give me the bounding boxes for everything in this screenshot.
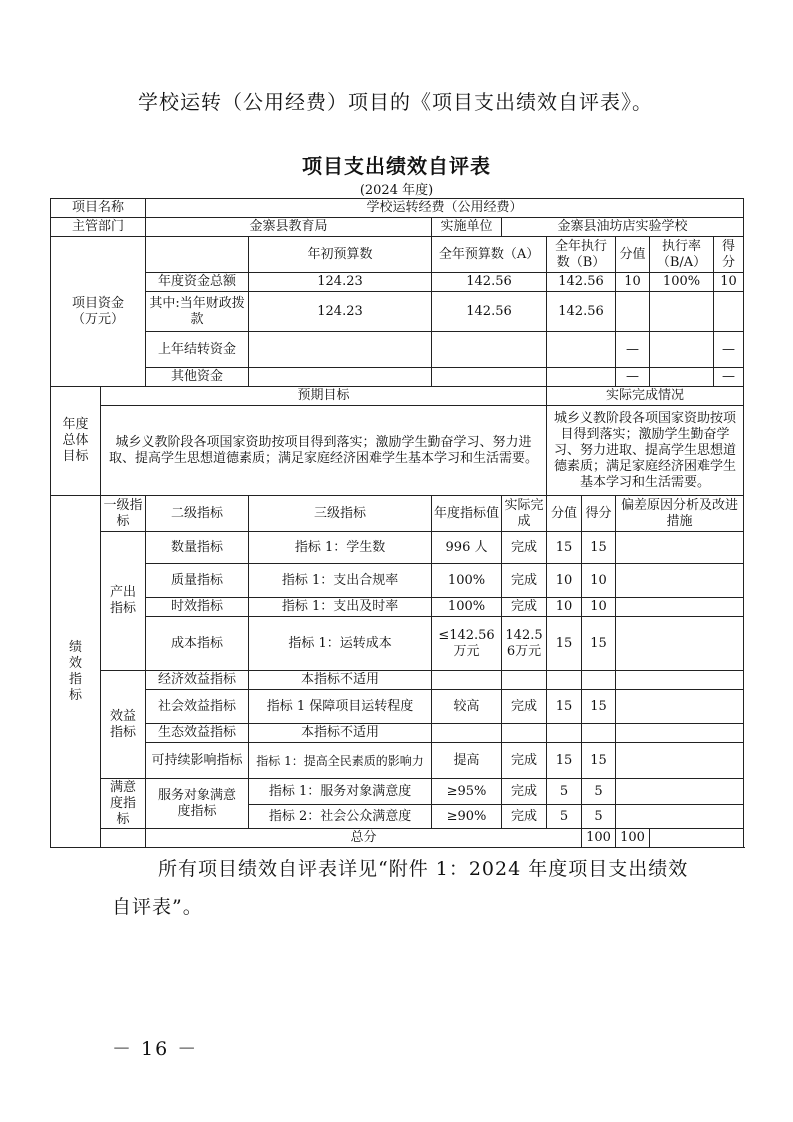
- summary-text: 所有项目绩效自评表详见“附件 1：2024 年度项目支出绩效自评表”。: [112, 858, 689, 918]
- funds-value: [616, 292, 650, 332]
- funds-row-label: 年度资金总额: [146, 273, 249, 292]
- indicator-target: ≥95%: [432, 779, 502, 805]
- indicator-score: [582, 671, 616, 690]
- indicator-score: 15: [582, 532, 616, 564]
- satisfaction-group-label: 满意度指标: [101, 779, 146, 829]
- table-subtitle: (2024 年度): [359, 183, 434, 198]
- executed-header: 全年执行数（B）: [547, 237, 616, 273]
- indicator-level2: 时效指标: [146, 598, 249, 617]
- indicator-target: ≥90%: [432, 805, 502, 829]
- indicator-level2: 经济效益指标: [146, 671, 249, 690]
- indicator-level2: 社会效益指标: [146, 690, 249, 724]
- indicator-remark: [616, 779, 744, 805]
- total-label: 总分: [146, 829, 582, 848]
- actual-goal-text: 城乡义教阶段各项国家资助按项目得到落实；激励学生勤奋学习、努力进取、提高学生思想道德素质；满足家庭经济困难学生基本学习和生活需要。: [547, 406, 744, 496]
- funds-initial: 124.23: [249, 273, 432, 292]
- indicator-target: 100%: [432, 598, 502, 617]
- intro-text: 学校运转（公用经费）项目的《项目支出绩效自评表》。: [138, 90, 653, 114]
- indicator-level2: 质量指标: [146, 564, 249, 598]
- indicator-level2: 可持续影响指标: [146, 743, 249, 779]
- indicator-remark: [616, 724, 744, 743]
- project-name-row: [51, 199, 744, 218]
- indicator-level3: 本指标不适用: [249, 671, 432, 690]
- funds-rate: [650, 332, 714, 368]
- indicator-level3: 指标 2：社会公众满意度: [249, 805, 432, 829]
- indicator-level3: 指标 1：提高全民素质的影响力: [249, 743, 432, 779]
- funds-rate: [650, 292, 714, 332]
- funds-value: —: [616, 368, 650, 387]
- indicator-value: 15: [547, 743, 582, 779]
- funds-executed: 142.56: [547, 292, 616, 332]
- initial-budget-header: 年初预算数: [249, 237, 432, 273]
- goals-header-row: [51, 387, 744, 406]
- indicator-value: 15: [547, 532, 582, 564]
- indicator-level3: 本指标不适用: [249, 724, 432, 743]
- funds-score: [714, 292, 744, 332]
- funds-row-label: 其中:当年财政拨款: [146, 292, 249, 332]
- total-value: 100: [582, 829, 616, 848]
- funds-executed: [547, 368, 616, 387]
- unit-label: 实施单位: [432, 218, 502, 237]
- indicator-target: 较高: [432, 690, 502, 724]
- indicator-actual: [502, 724, 547, 743]
- funds-row: [51, 292, 744, 332]
- indicator-score: 15: [582, 690, 616, 724]
- indicator-row: [51, 743, 744, 779]
- funds-initial: [249, 332, 432, 368]
- funds-header-row: [51, 237, 744, 273]
- indicator-actual: 完成: [502, 564, 547, 598]
- indicator-score: 5: [582, 779, 616, 805]
- indicator-row: [51, 779, 744, 805]
- project-dept-row: [51, 218, 744, 237]
- indicator-remark: [616, 532, 744, 564]
- funds-rate: 100%: [650, 273, 714, 292]
- indicator-level3: 指标 1 保障项目运转程度: [249, 690, 432, 724]
- actual-header: 实际完成: [502, 496, 547, 532]
- indicator-value: 15: [547, 617, 582, 671]
- funds-value: —: [616, 332, 650, 368]
- indicator-actual: [502, 671, 547, 690]
- indicator-target: ≤142.56万元: [432, 617, 502, 671]
- indicator-score: 10: [582, 564, 616, 598]
- total-row: [51, 829, 744, 848]
- benefit-group-label: 效益指标: [101, 671, 146, 779]
- funds-annual: [432, 332, 547, 368]
- indicator-remark: [616, 598, 744, 617]
- indicator-level2: 成本指标: [146, 617, 249, 671]
- indicator-value: 5: [547, 779, 582, 805]
- indicator-level2: 服务对象满意度指标: [146, 779, 249, 829]
- indicator-actual: 完成: [502, 532, 547, 564]
- indicator-actual: 完成: [502, 779, 547, 805]
- funds-annual: [432, 368, 547, 387]
- indicator-score: 15: [582, 743, 616, 779]
- indicator-row: [51, 724, 744, 743]
- indicator-remark: [616, 690, 744, 724]
- unit-value: 金寨县油坊店实验学校: [502, 218, 744, 237]
- funds-row-label: 上年结转资金: [146, 332, 249, 368]
- indicator-value: 10: [547, 598, 582, 617]
- value-header: 分值: [547, 496, 582, 532]
- indicator-level2: 数量指标: [146, 532, 249, 564]
- indicator-target: 100%: [432, 564, 502, 598]
- annual-budget-header: 全年预算数（A）: [432, 237, 547, 273]
- funds-row: [51, 368, 744, 387]
- exec-rate-header: 执行率（B/A）: [650, 237, 714, 273]
- dept-value: 金寨县教育局: [146, 218, 432, 237]
- indicator-actual: 完成: [502, 743, 547, 779]
- indicator-level3: 指标 1：支出及时率: [249, 598, 432, 617]
- funds-initial: 124.23: [249, 292, 432, 332]
- project-name-value: 学校运转经费（公用经费）: [146, 199, 744, 218]
- level3-header: 三级指标: [249, 496, 432, 532]
- indicator-level3: 指标 1：运转成本: [249, 617, 432, 671]
- indicator-target: 996 人: [432, 532, 502, 564]
- funds-row-label: 其他资金: [146, 368, 249, 387]
- indicator-value: 10: [547, 564, 582, 598]
- funds-row: [51, 332, 744, 368]
- indicator-target: [432, 671, 502, 690]
- indicator-level3: 指标 1：支出合规率: [249, 564, 432, 598]
- output-group-label: 产出指标: [101, 532, 146, 671]
- indicator-remark: [616, 743, 744, 779]
- indicator-level2: 生态效益指标: [146, 724, 249, 743]
- target-header: 年度指标值: [432, 496, 502, 532]
- level1-header: 一级指标: [101, 496, 146, 532]
- table-title: 项目支出绩效自评表: [302, 154, 491, 178]
- indicators-section-label: 绩效指标: [51, 496, 101, 848]
- evaluation-table: [50, 198, 744, 848]
- indicator-value: [547, 671, 582, 690]
- indicator-value: 15: [547, 690, 582, 724]
- page-number: － 16 －: [112, 1038, 199, 1060]
- funds-row: [51, 273, 744, 292]
- dept-label: 主管部门: [51, 218, 146, 237]
- actual-goal-header: 实际完成情况: [547, 387, 744, 406]
- indicator-score: [582, 724, 616, 743]
- funds-value: 10: [616, 273, 650, 292]
- total-empty-cell: [101, 829, 146, 848]
- indicator-remark: [616, 617, 744, 671]
- funds-initial: [249, 368, 432, 387]
- total-score: 100: [616, 829, 650, 848]
- indicator-row: [51, 617, 744, 671]
- indicator-value: 5: [547, 805, 582, 829]
- indicator-actual: 完成: [502, 690, 547, 724]
- indicator-row: [51, 690, 744, 724]
- remark-header: 偏差原因分析及改进措施: [616, 496, 744, 532]
- funds-score: —: [714, 368, 744, 387]
- indicators-header-row: [51, 496, 744, 532]
- goals-content-row: [51, 406, 744, 496]
- score-header: 得分: [582, 496, 616, 532]
- indicator-remark: [616, 564, 744, 598]
- goals-section-label: 年度总体目标: [51, 387, 101, 496]
- funds-score: 10: [714, 273, 744, 292]
- funds-rate: [650, 368, 714, 387]
- funds-annual: 142.56: [432, 273, 547, 292]
- score-value-header: 分值: [616, 237, 650, 273]
- funds-section-label: 项目资金 （万元）: [51, 237, 146, 387]
- indicator-row: [51, 564, 744, 598]
- indicator-score: 15: [582, 617, 616, 671]
- level2-header: 二级指标: [146, 496, 249, 532]
- indicator-score: 5: [582, 805, 616, 829]
- indicator-level3: 指标 1：服务对象满意度: [249, 779, 432, 805]
- indicator-value: [547, 724, 582, 743]
- expected-goal-header: 预期目标: [101, 387, 547, 406]
- expected-goal-text: 城乡义教阶段各项国家资助按项目得到落实；激励学生勤奋学习、努力进取、提高学生思想道德素质；满足家庭经济困难学生基本学习和生活需要。: [101, 406, 547, 496]
- indicator-row: [51, 598, 744, 617]
- funds-executed: [547, 332, 616, 368]
- indicator-score: 10: [582, 598, 616, 617]
- indicator-actual: 完成: [502, 805, 547, 829]
- project-name-label: 项目名称: [51, 199, 146, 218]
- indicator-level3: 指标 1：学生数: [249, 532, 432, 564]
- funds-executed: 142.56: [547, 273, 616, 292]
- indicator-remark: [616, 805, 744, 829]
- score-header: 得分: [714, 237, 744, 273]
- indicator-target: 提高: [432, 743, 502, 779]
- funds-score: —: [714, 332, 744, 368]
- indicator-row: [51, 532, 744, 564]
- indicator-row: [51, 671, 744, 690]
- total-remark: [650, 829, 744, 848]
- indicator-target: [432, 724, 502, 743]
- funds-empty-header: [146, 237, 249, 273]
- funds-annual: 142.56: [432, 292, 547, 332]
- indicator-remark: [616, 671, 744, 690]
- indicator-actual: 142.56万元: [502, 617, 547, 671]
- indicator-actual: 完成: [502, 598, 547, 617]
